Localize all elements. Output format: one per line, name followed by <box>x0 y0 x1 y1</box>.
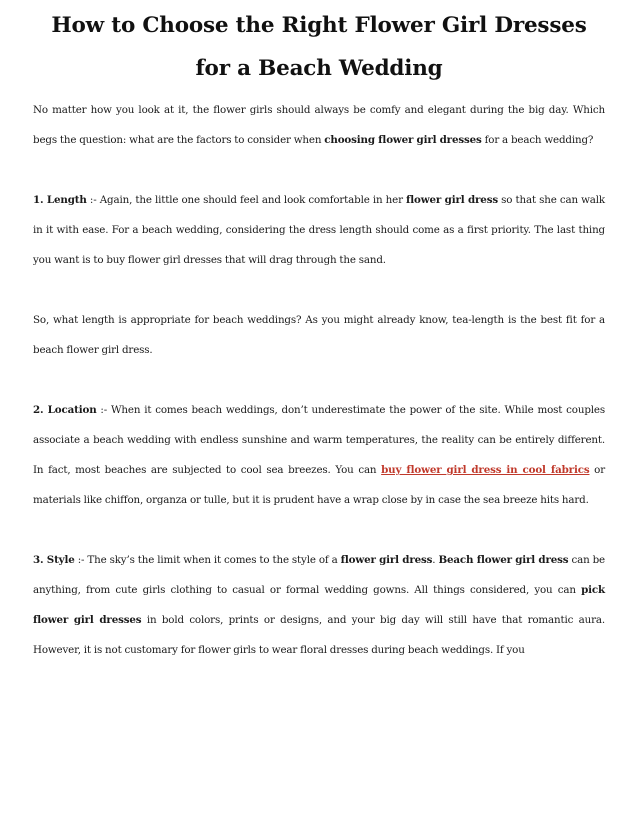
intro-bold-1: choosing flower girl dresses <box>324 134 482 146</box>
style-heading: 3. Style <box>33 554 75 566</box>
cool-fabrics-link[interactable]: buy flower girl dress in cool fabrics <box>381 464 590 476</box>
style-bold-2: Beach flower girl dress <box>438 554 569 566</box>
length-heading: 1. Length <box>33 194 87 206</box>
page-title: How to Choose the Right Flower Girl Dresses for a Beach Wedding <box>51 13 587 81</box>
style-paragraph <box>33 545 605 665</box>
style-bold-3: pick flower girl dresses <box>33 584 605 626</box>
paragraph-gap <box>33 155 605 185</box>
style-bold-1: flower girl dress <box>340 554 433 566</box>
paragraph-gap <box>33 365 605 395</box>
length-follow-paragraph: So, what length is appropriate for beach weddings? As you might already know, tea-length is the best fit for a beach flower girl dress. <box>33 314 605 356</box>
location-heading: 2. Location <box>33 404 97 416</box>
length-text-2: so that she can walk in it with ease. For a beach wedding, considering the dress length should come as a first priority. The last thing you want is to buy flower girl dresses that will drag through the sand. <box>33 194 605 266</box>
length-bold-1: flower girl dress <box>406 194 498 206</box>
location-paragraph <box>33 395 605 515</box>
length-paragraph <box>33 185 605 275</box>
paragraph-gap <box>33 275 605 305</box>
style-text-3: can be anything, from cute girls clothing to casual or formal wedding gowns. All things considered, you can <box>33 554 605 596</box>
paragraph-gap <box>33 515 605 545</box>
length-text-1: :- Again, the little one should feel and look comfortable in her <box>86 194 407 206</box>
style-text-1: :- The sky’s the limit when it comes to the style of a <box>74 554 341 566</box>
intro-text-1: No matter how you look at it, the flower girls should always be comfy and elegant during the big day. Which begs the question: what are the factors to consider when <box>33 104 605 146</box>
location-text-2: or materials like chiffon, organza or tulle, but it is prudent have a wrap close by in case the sea breeze hits hard. <box>33 464 606 506</box>
document-page <box>33 0 605 665</box>
intro-paragraph <box>33 95 605 155</box>
style-text-4: in bold colors, prints or designs, and your big day will still have that romantic aura. However, it is not customary for flower girls to wear floral dresses during beach weddings. If you <box>33 614 605 656</box>
location-text-1: :- When it comes beach weddings, don’t underestimate the power of the site. While most couples associate a beach wedding with endless sunshine and warm temperatures, the reality can be entirely different. In fact, most beaches are subjected to cool sea breezes. You can <box>33 404 605 476</box>
intro-text-2: for a beach wedding? <box>481 134 594 146</box>
style-text-2: . <box>432 554 439 566</box>
